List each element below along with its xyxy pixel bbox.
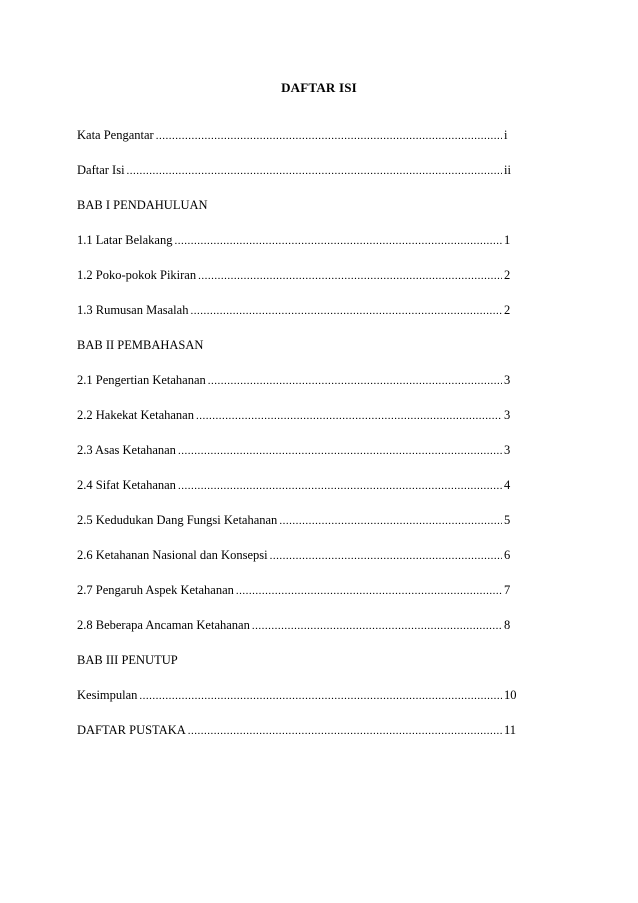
toc-entry-label: 2.5 Kedudukan Dang Fungsi Ketahanan (77, 513, 278, 527)
toc-entry-page: i (504, 128, 508, 142)
toc-entry-label: 1.2 Poko-pokok Pikiran (77, 268, 197, 282)
toc-chapter-heading: BAB I PENDAHULUAN (77, 198, 208, 212)
toc-entry-page: 3 (504, 408, 511, 422)
toc-entry-label: 2.2 Hakekat Ketahanan (77, 408, 194, 422)
toc-entry-2-4[interactable] (77, 478, 518, 493)
toc-entry-page: 3 (504, 443, 511, 457)
toc-entry-label: DAFTAR PUSTAKA (77, 723, 186, 737)
toc-entry-label: 2.1 Pengertian Ketahanan (77, 373, 206, 387)
toc-chapter-heading: BAB II PEMBAHASAN (77, 338, 204, 352)
page-title: DAFTAR ISI (281, 80, 357, 95)
toc-entry-label: 2.3 Asas Ketahanan (77, 443, 176, 457)
toc-entry-label: 2.8 Beberapa Ancaman Ketahanan (77, 618, 250, 632)
toc-entry-page: 2 (504, 268, 511, 282)
toc-entry-2-5[interactable] (77, 513, 518, 528)
dot-leader (279, 515, 502, 528)
table-of-contents (77, 128, 518, 758)
toc-entry-daftar-isi[interactable] (77, 163, 518, 178)
toc-entry-label: 1.3 Rumusan Masalah (77, 303, 189, 317)
dot-leader (190, 305, 502, 318)
toc-entry-2-6[interactable] (77, 548, 518, 563)
toc-entry-label: Daftar Isi (77, 163, 125, 177)
dot-leader (139, 690, 502, 703)
toc-entry-page: 10 (504, 688, 517, 702)
toc-entry-2-1[interactable] (77, 373, 518, 388)
dot-leader (196, 410, 502, 423)
toc-entry-label: Kesimpulan (77, 688, 138, 702)
toc-entry-kesimpulan[interactable] (77, 688, 518, 703)
toc-entry-page: ii (504, 163, 511, 177)
toc-entry-label: 1.1 Latar Belakang (77, 233, 173, 247)
toc-entry-page: 5 (504, 513, 511, 527)
toc-entry-page: 1 (504, 233, 511, 247)
toc-entry-daftar-pustaka[interactable] (77, 723, 518, 738)
toc-heading-bab-2[interactable] (77, 338, 518, 353)
dot-leader (236, 585, 502, 598)
toc-entry-1-3[interactable] (77, 303, 518, 318)
toc-entry-2-3[interactable] (77, 443, 518, 458)
toc-entry-page: 11 (504, 723, 517, 737)
dot-leader (174, 235, 502, 248)
toc-entry-page: 2 (504, 303, 511, 317)
dot-leader (188, 725, 502, 738)
toc-entry-page: 7 (504, 583, 511, 597)
toc-entry-page: 4 (504, 478, 511, 492)
toc-entry-label: Kata Pengantar (77, 128, 154, 142)
toc-entry-label: 2.7 Pengaruh Aspek Ketahanan (77, 583, 234, 597)
dot-leader (178, 480, 502, 493)
toc-entry-1-1[interactable] (77, 233, 518, 248)
toc-chapter-heading: BAB III PENUTUP (77, 653, 178, 667)
toc-entry-page: 3 (504, 373, 511, 387)
toc-heading-bab-3[interactable] (77, 653, 518, 668)
dot-leader (178, 445, 502, 458)
toc-heading-bab-1[interactable] (77, 198, 518, 213)
toc-entry-kata-pengantar[interactable] (77, 128, 518, 143)
dot-leader (270, 550, 502, 563)
toc-entry-label: 2.4 Sifat Ketahanan (77, 478, 176, 492)
toc-entry-label: 2.6 Ketahanan Nasional dan Konsepsi (77, 548, 268, 562)
dot-leader (208, 375, 502, 388)
toc-entry-2-2[interactable] (77, 408, 518, 423)
toc-entry-2-8[interactable] (77, 618, 518, 633)
toc-entry-page: 8 (504, 618, 511, 632)
toc-entry-1-2[interactable] (77, 268, 518, 283)
dot-leader (156, 130, 502, 143)
dot-leader (252, 620, 502, 633)
dot-leader (198, 270, 502, 283)
dot-leader (127, 165, 502, 178)
toc-entry-page: 6 (504, 548, 511, 562)
toc-entry-2-7[interactable] (77, 583, 518, 598)
